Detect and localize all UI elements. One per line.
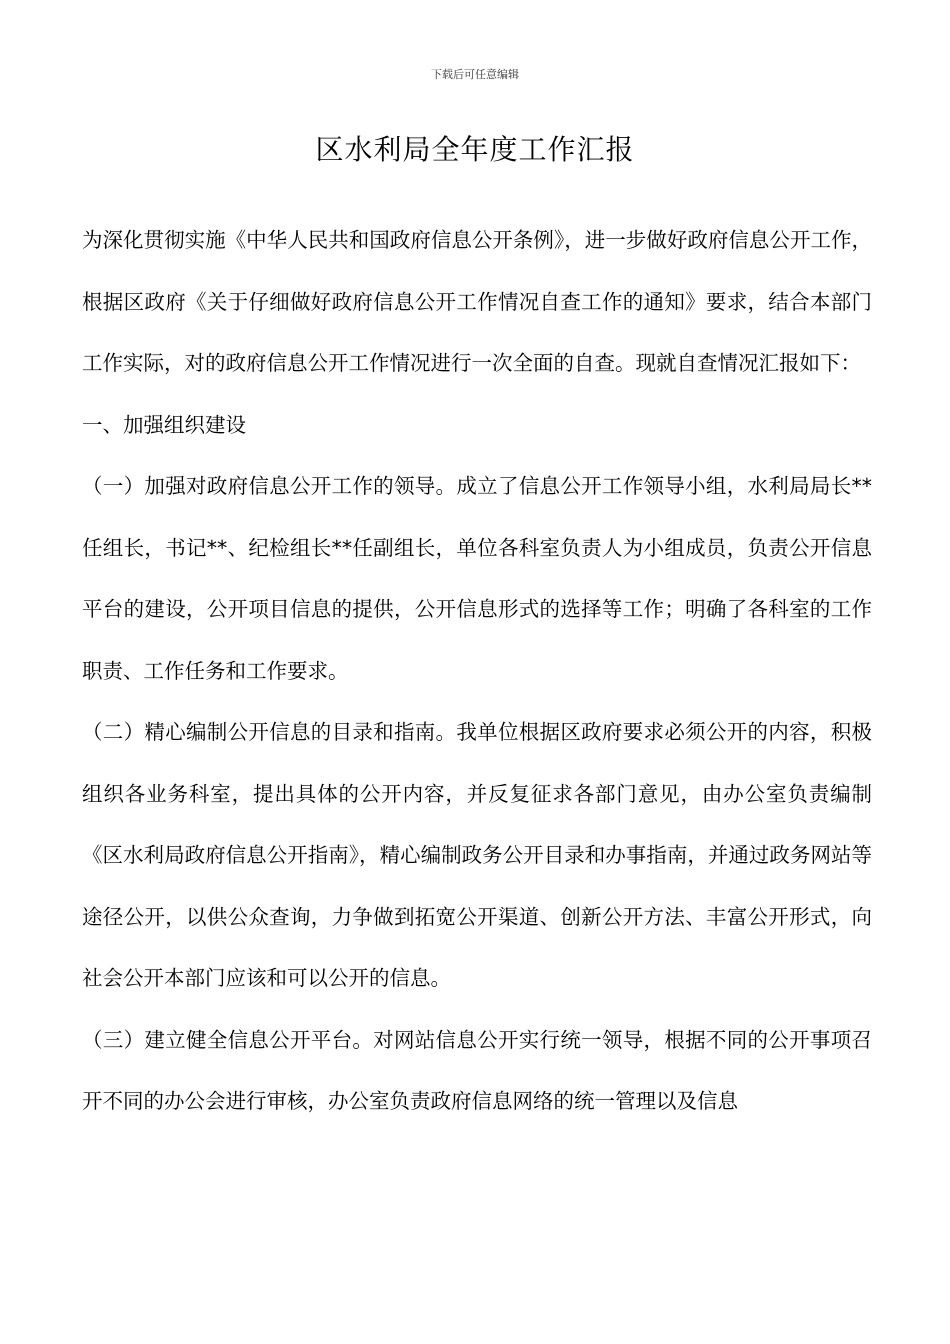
subsection-paragraph-1: （一）加强对政府信息公开工作的领导。成立了信息公开工作领导小组，水利局局长**任组长，书记**、纪检组长**任副组长，单位各科室负责人为小组成员，负责公开信息平台的建设，公开项目信息的提供，公开信息形式的选择等工作；明确了各科室的工作职责、工作任务和工作要求。 — [82, 474, 872, 683]
subsection-paragraph-3: （三）建立健全信息公开平台。对网站信息公开实行统一领导，根据不同的公开事项召开不同的办公会进行审核，办公室负责政府信息网络的统一管理以及信息 — [82, 1027, 872, 1113]
header-note: 下载后可任意编辑 — [431, 68, 519, 81]
subsection-paragraph-2: （二）精心编制公开信息的目录和指南。我单位根据区政府要求必须公开的内容，积极组织各业务科室，提出具体的公开内容，并反复征求各部门意见，由办公室负责编制《区水利局政府信息公开指南》，精心编制政务公开目录和办事指南，并通过政务网站等途径公开，以供公众查询，力争做到拓宽公开渠道、创新公开方法、丰富公开形式，向社会公开本部门应该和可以公开的信息。 — [82, 720, 872, 990]
document-title: 区水利局全年度工作汇报 — [315, 133, 635, 166]
section-heading: 一、加强组织建设 — [82, 412, 246, 437]
intro-paragraph: 为深化贯彻实施《中华人民共和国政府信息公开条例》，进一步做好政府信息公开工作，根据区政府《关于仔细做好政府信息公开工作情况自查工作的通知》要求，结合本部门工作实际，对的政府信息公开工作情况进行一次全面的自查。现就自查情况汇报如下： — [82, 228, 872, 375]
document-body — [82, 210, 872, 1133]
